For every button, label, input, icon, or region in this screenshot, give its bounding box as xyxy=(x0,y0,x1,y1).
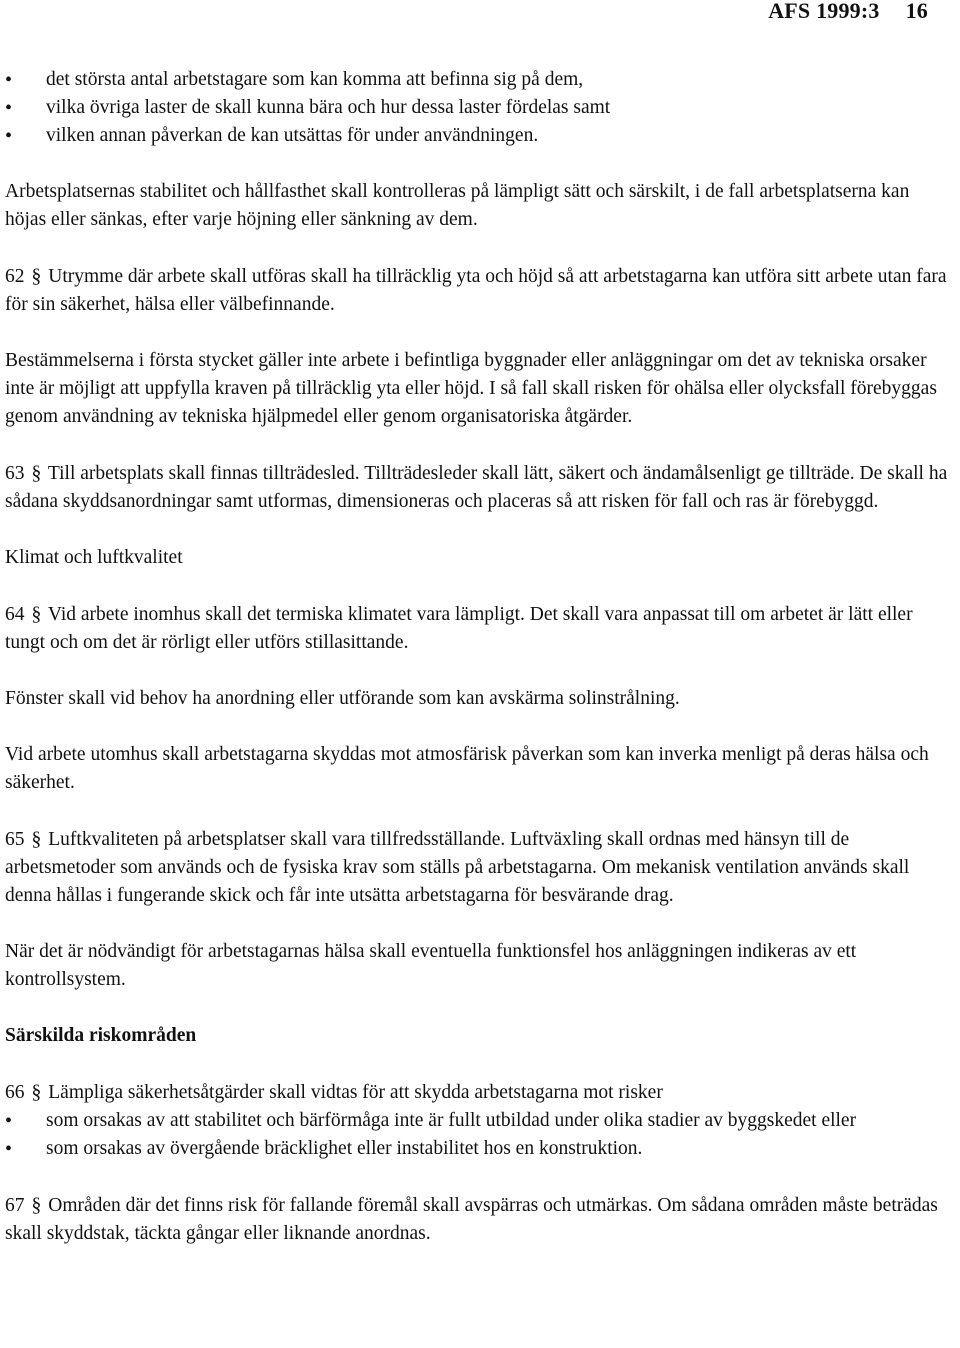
page-number: 16 xyxy=(905,0,928,23)
section-number: 63 xyxy=(5,463,25,484)
heading-risk-areas: Särskilda riskområden xyxy=(5,1025,197,1046)
heading-climate: Klimat och luftkvalitet xyxy=(5,547,183,568)
section-65 xyxy=(5,825,955,910)
document-id: AFS 1999:3 xyxy=(768,0,880,23)
section-text: Områden där det finns risk för fallande föremål skall avspärras och utmärkas. Om sådana områden måste beträdas skall skyddstak, täckta gångar eller liknande anordnas. xyxy=(5,1195,938,1244)
section-number: 66 xyxy=(5,1082,25,1103)
section-66-bullet-list xyxy=(5,1107,955,1163)
section-64-paragraph-3: Vid arbete utomhus skall arbetstagarna skyddas mot atmosfärisk påverkan som kan inverka menligt på deras hälsa och säkerhet. xyxy=(5,744,929,793)
section-66 xyxy=(5,1078,955,1107)
section-text: Vid arbete inomhus skall det termiska klimatet vara lämpligt. Det skall vara anpassat till om arbetet är lätt eller tungt och om det är rörligt eller utförs stillasittande. xyxy=(5,604,913,653)
section-62 xyxy=(5,262,955,319)
section-number: 62 xyxy=(5,266,25,287)
bullet-item: • vilken annan påverkan de kan utsättas för under användningen. xyxy=(5,122,955,150)
section-64 xyxy=(5,600,955,657)
section-62-paragraph-2: Bestämmelserna i första stycket gäller inte arbete i befintliga byggnader eller anläggningar om det av tekniska orsaker inte är möjligt att uppfylla kraven på tillräcklig yta eller höjd. I så fall skall risken för ohälsa eller olycksfall förebyggas genom användning av tekniska hjälpmedel eller genom organisatoriska åtgärder. xyxy=(5,350,937,427)
bullet-item: • det största antal arbetstagare som kan komma att befinna sig på dem, xyxy=(5,66,955,94)
section-sign-icon: § xyxy=(31,603,42,625)
page-header xyxy=(768,0,928,24)
section-text: Lämpliga säkerhetsåtgärder skall vidtas för att skydda arbetstagarna mot risker xyxy=(48,1082,663,1103)
bullet-item: • som orsakas av att stabilitet och bärförmåga inte är fullt utbildad under olika stadier av byggskedet eller xyxy=(5,1107,955,1135)
section-text: Utrymme där arbete skall utföras skall ha tillräcklig yta och höjd så att arbetstagarna kan utföra sitt arbete utan fara för sin säkerhet, hälsa eller välbefinnande. xyxy=(5,266,947,315)
section-text: Till arbetsplats skall finnas tillträdesled. Tillträdesleder skall lätt, säkert och ändamålsenligt ge tillträde. De skall ha sådana skyddsanordningar samt utformas, dimensioneras och placeras så att risken för fall och ras är förebyggd. xyxy=(5,463,948,512)
section-sign-icon: § xyxy=(31,1081,42,1103)
section-sign-icon: § xyxy=(31,265,42,287)
section-number: 67 xyxy=(5,1195,25,1216)
section-65-paragraph-2: När det är nödvändigt för arbetstagarnas hälsa skall eventuella funktionsfel hos anläggningen indikeras av ett kontrollsystem. xyxy=(5,941,857,990)
bullet-item: • som orsakas av övergående bräcklighet eller instabilitet hos en konstruktion. xyxy=(5,1135,955,1163)
document-body xyxy=(5,66,955,1276)
section-text: Luftkvaliteten på arbetsplatser skall vara tillfredsställande. Luftväxling skall ordnas med hänsyn till de arbetsmetoder som används och de fysiska krav som ställs på arbetstagarna. Om mekanisk ventilation används skall denna hållas i fungerande skick och får inte utsätta arbetstagarna för besvärande drag. xyxy=(5,829,910,906)
intro-bullet-list xyxy=(5,66,955,150)
section-sign-icon: § xyxy=(31,828,42,850)
section-number: 64 xyxy=(5,604,25,625)
bullet-item: • vilka övriga laster de skall kunna bära och hur dessa laster fördelas samt xyxy=(5,94,955,122)
section-sign-icon: § xyxy=(31,462,42,484)
section-sign-icon: § xyxy=(31,1194,42,1216)
section-67 xyxy=(5,1191,955,1248)
paragraph-stability: Arbetsplatsernas stabilitet och hållfasthet skall kontrolleras på lämpligt sätt och särskilt, i de fall arbetsplatserna kan höjas eller sänkas, efter varje höjning eller sänkning av dem. xyxy=(5,181,910,230)
section-number: 65 xyxy=(5,829,25,850)
section-63 xyxy=(5,459,955,516)
section-64-paragraph-2: Fönster skall vid behov ha anordning eller utförande som kan avskärma solinstrålning. xyxy=(5,688,680,709)
